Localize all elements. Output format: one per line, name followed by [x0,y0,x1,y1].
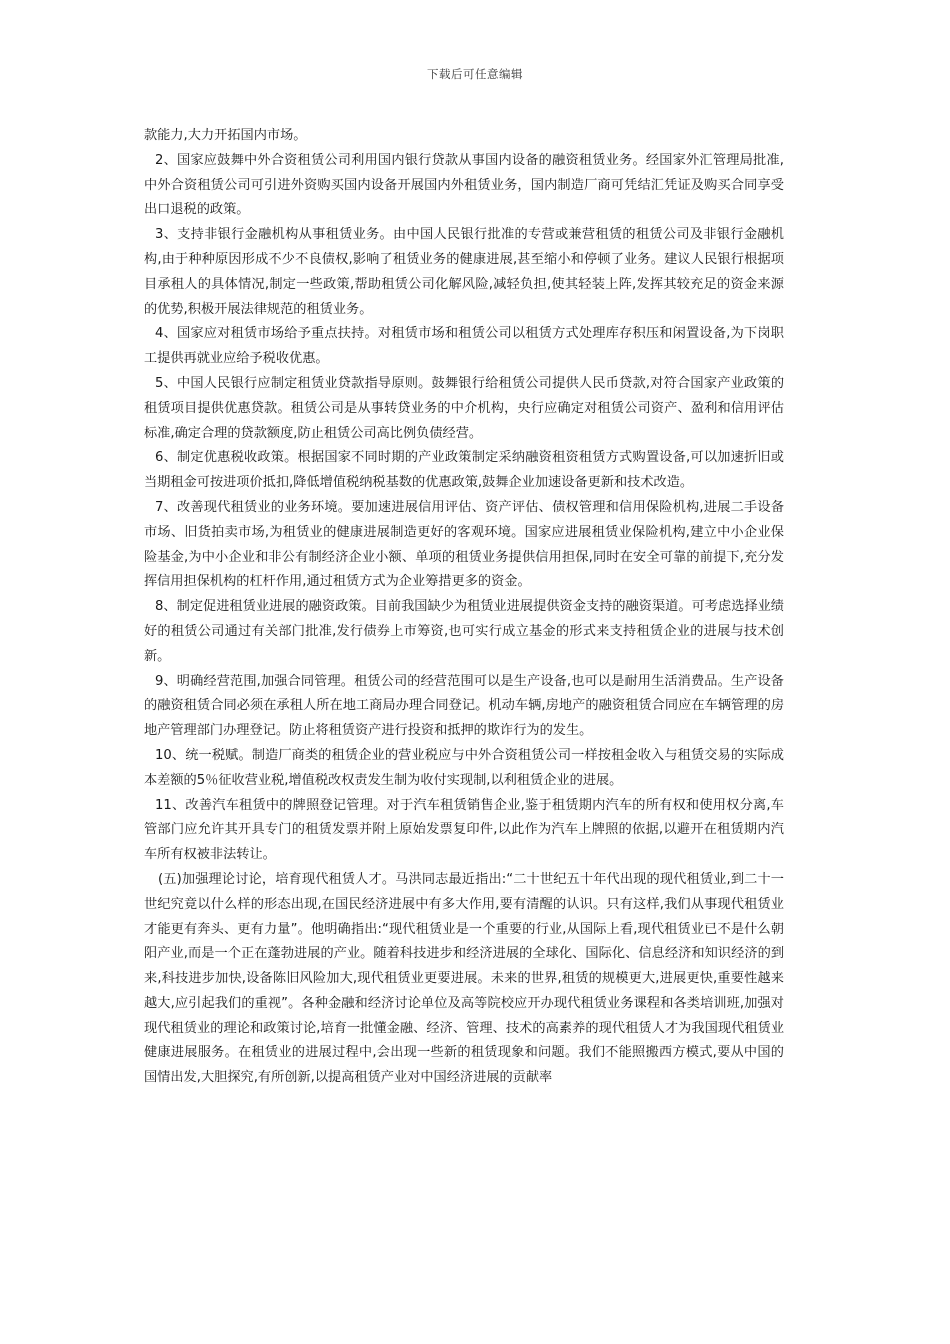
paragraph-item-3: 3、支持非银行金融机构从事租赁业务。由中国人民银行批准的专营或兼营租赁的租赁公司及非银行金融机构,由于种种原因形成不少不良债权,影响了租赁业务的健康进展,甚至缩小和停顿了业务。建议人民银行根据项目承租人的具体情况,制定一些政策,帮助租赁公司化解风险,减轻负担,使其轻装上阵,发挥其较充足的资金来源的优势,积极开展法律规范的租赁业务。 [144,227,784,317]
paragraph-item-7: 7、改善现代租赁业的业务环境。要加速进展信用评估、资产评估、债权管理和信用保险机构,进展二手设备市场、旧货拍卖市场,为租赁业的健康进展制造更好的客观环境。国家应进展租赁业保险机构,建立中小企业保险基金,为中小企业和非公有制经济企业小额、单项的租赁业务提供信用担保,同时在安全可靠的前提下,充分发挥信用担保机构的杠杆作用,通过租赁方式为企业筹措更多的资金。 [144,499,784,590]
paragraph-item-8: 8、制定促进租赁业进展的融资政策。目前我国缺少为租赁业进展提供资金支持的融资渠道。可考虑选择业绩好的租赁公司通过有关部门批准,发行债券上市筹资,也可实行成立基金的形式来支持租赁企业的进展与技术创新。 [144,599,784,664]
paragraph-item-5: 5、中国人民银行应制定租赁业贷款指导原则。鼓舞银行给租赁公司提供人民币贷款,对符合国家产业政策的租赁项目提供优惠贷款。租赁公司是从事转贷业务的中介机构，央行应确定对租赁公司资产、盈利和信用评估标准,确定合理的贷款额度,防止租赁公司高比例负债经营。 [144,375,784,441]
paragraph-item-11: 11、改善汽车租赁中的牌照登记管理。对于汽车租赁销售企业,鉴于租赁期内汽车的所有权和使用权分离,车管部门应允许其开具专门的租赁发票并附上原始发票复印件,以此作为汽车上牌照的依据,以避开在租赁期内汽车所有权被非法转让。 [144,797,784,863]
paragraph-item-4: 4、国家应对租赁市场给予重点扶持。对租赁市场和租赁公司以租赁方式处理库存积压和闲置设备,为下岗职工提供再就业应给予税收优惠。 [144,326,784,367]
paragraph-section-5: (五)加强理论讨论，培育现代租赁人才。马洪同志最近指出:“二十世纪五十年代出现的现代租赁业,到二十一世纪究竟以什么样的形态出现,在国民经济进展中有多大作用,要有清醒的认识。只有这样,我们从事现代租赁业才能更有奔头、更有力量”。他明确指出:“现代租赁业是一个重要的行业,从国际上看,现代租赁业已不是什么朝阳产业,而是一个正在蓬勃进展的产业。随着科技进步和经济进展的全球化、国际化、信息经济和知识经济的到来,科技进步加快,设备陈旧风险加大,现代租赁业更要进展。未来的世界,租赁的规模更大,进展更快,重要性越来越大,应引起我们的重视”。各种金融和经济讨论单位及高等院校应开办现代租赁业务课程和各类培训班,加强对现代租赁业的理论和政策讨论,培育一批懂金融、经济、管理、技术的高素养的现代租赁人才为我国现代租赁业健康进展服务。在租赁业的进展过程中,会出现一些新的租赁现象和问题。我们不能照搬西方模式,要从中国的国情出发,大胆探究,有所创新,以提高租赁产业对中国经济进展的贡献率 [144,871,784,1086]
paragraph-item-6: 6、制定优惠税收政策。根据国家不同时期的产业政策制定采纳融资租资租赁方式购置设备,可以加速折旧或当期租金可按进项价抵扣,降低增值税纳税基数的优惠政策,鼓舞企业加速设备更新和技术改造。 [144,450,784,491]
page-header: 下载后可任意编辑 [427,67,523,81]
paragraph-item-10: 10、统一税赋。制造厂商类的租赁企业的营业税应与中外合资租赁公司一样按租金收入与租赁交易的实际成本差额的5％征收营业税,增值税改权责发生制为收付实现制,以利租赁企业的进展。 [144,747,784,788]
paragraph-item-2: 2、国家应鼓舞中外合资租赁公司利用国内银行贷款从事国内设备的融资租赁业务。经国家外汇管理局批准,中外合资租赁公司可引进外资购买国内设备开展国内外租赁业务，国内制造厂商可凭结汇凭证及购买合同享受出口退税的政策。 [144,152,784,218]
paragraph-item-9: 9、明确经营范围,加强合同管理。租赁公司的经营范围可以是生产设备,也可以是耐用生活消费品。生产设备的融资租赁合同必须在承租人所在地工商局办理合同登记。机动车辆,房地产的融资租赁合同应在车辆管理的房地产管理部门办理登记。防止将租赁资产进行投资和抵押的欺诈行为的发生。 [144,673,784,739]
paragraph-continuation: 款能力,大力开拓国内市场。 [144,128,307,143]
document-body [144,124,784,1091]
